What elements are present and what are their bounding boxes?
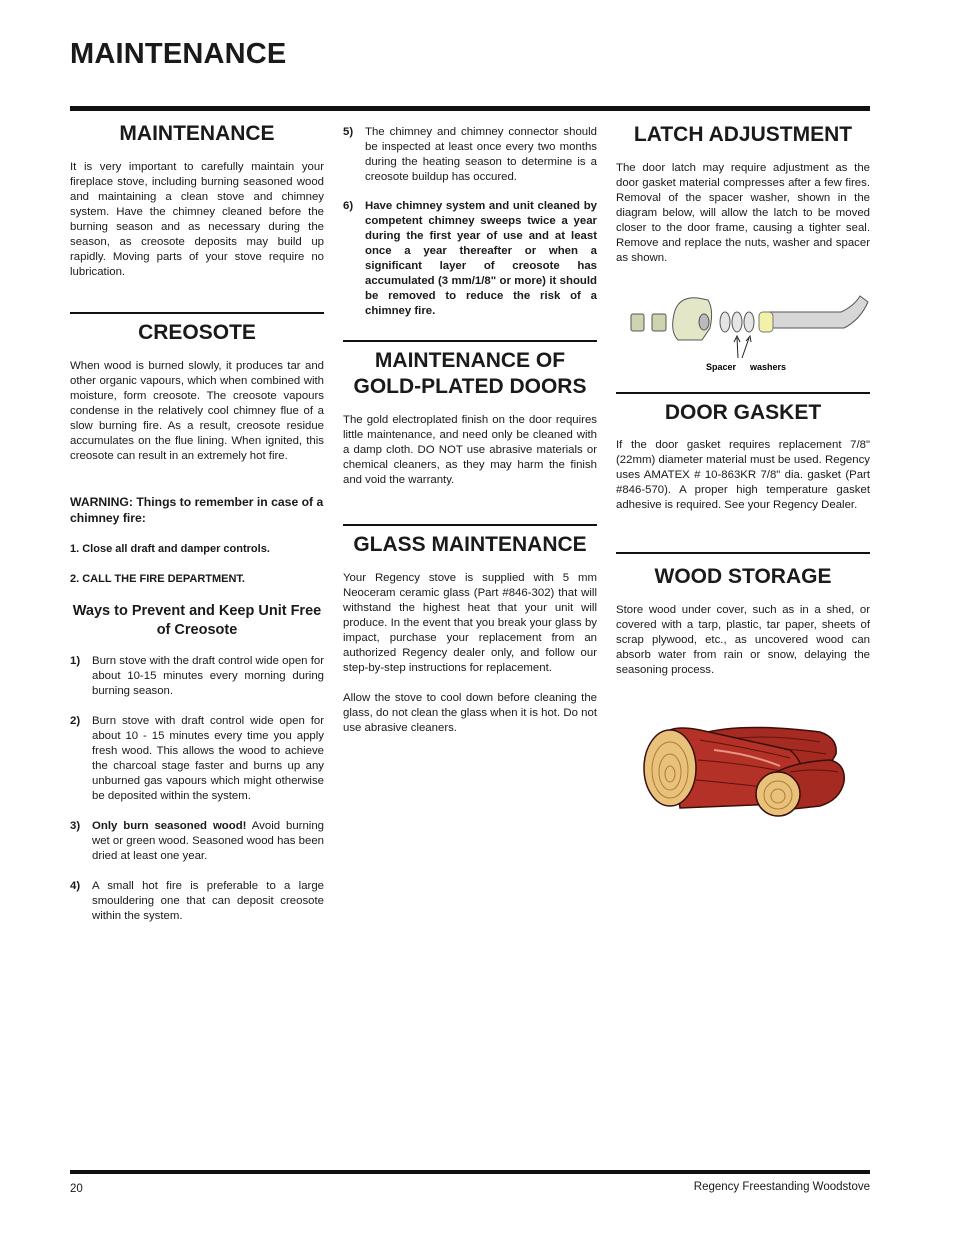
washer-part (720, 312, 730, 332)
creosote-divider (70, 312, 324, 314)
list-item (70, 819, 324, 864)
list-item-text: Avoid burning wet or green wood. Seasoned wood has been dried at least one year. (92, 820, 324, 862)
nut-part (652, 314, 666, 331)
nut-part (631, 314, 644, 331)
wood-storage-body: Store wood under cover, such as in a shed, or covered with a tarp, plastic, tar paper, sheets of scrap plywood, etc., as uncovered wood can absorb water from rain or snow, delaying the seasoning process. (616, 604, 870, 676)
list-item-number: 6) (343, 200, 354, 212)
bottom-divider (70, 1170, 870, 1174)
list-item-text: Burn stove with draft control wide open for about 10 - 15 minutes every time you apply fresh wood. This allows the wood to achieve the charcoal stage faster and burns up any unburned gas vapours which might otherwise be deposited within the system. (92, 715, 324, 802)
creosote-section (70, 320, 324, 346)
latch-section (616, 122, 870, 148)
maintenance-section (70, 121, 324, 147)
latch-body: The door latch may require adjustment as the door gasket material compresses after a few fires. Removal of the spacer washer, shown in the diagram below, will allow the latch to be moved closer to the door frame, causing a tighter seal. Remove and replace the nuts, washer and spacer as shown. (616, 162, 870, 264)
list-item-number: 5) (343, 126, 354, 138)
page-number: 20 (70, 1183, 83, 1195)
fire-step-2: 2. CALL THE FIRE DEPARTMENT. (70, 573, 245, 585)
list-item (70, 654, 324, 699)
fire-step-1: 1. Close all draft and damper controls. (70, 543, 270, 555)
list-item-text: A small hot fire is preferable to a large smouldering one that can deposit creosote within the system. (92, 880, 324, 922)
list-item (343, 199, 597, 319)
maintenance-body: It is very important to carefully maintain your fireplace stove, including burning seasoned wood and maintaining a clean stove and chimney system. Have the chimney cleaned before the burning season and as necessary during the season, as creosote deposits may build up rapidly. Moving parts of your stove require no lubrication. (70, 161, 324, 278)
list-item-text: Have chimney system and unit cleaned by competent chimney sweeps twice a year during the first year of use and at least once a year thereafter or when a significant layer of creosote has accumulated (3 mm/1/8" or more) it should be removed to reduce the risk of a chimney fire. (365, 200, 597, 317)
list-item (70, 714, 324, 804)
gold-doors-body: The gold electroplated finish on the door requires little maintenance, and need only be cleaned with a damp cloth. DO NOT use abrasive materials or chemical cleaners, as they may harm the finish and void the warranty. (343, 414, 597, 486)
door-gasket-section (616, 400, 870, 426)
footer-title: Regency Freestanding Woodstove (693, 1181, 870, 1193)
list-item-text: The chimney and chimney connector should be inspected at least once every two months during the heating season to determine is a creosote buildup has occured. (365, 126, 597, 183)
glass-section (343, 532, 597, 558)
latch-diagram (616, 290, 870, 376)
creosote-heading: CREOSOTE (138, 321, 256, 344)
chimney-fire-warning: WARNING: Things to remember in case of a chimney fire: (70, 495, 324, 525)
door-gasket-divider (616, 392, 870, 394)
glass-body-2: Allow the stove to cool down before cleaning the glass, do not clean the glass when it is hot. Do not use abrasive cleaners. (343, 692, 597, 734)
spacer-label: Spacer (706, 362, 737, 372)
top-divider (70, 106, 870, 111)
washer-part (732, 312, 742, 332)
creosote-body: When wood is burned slowly, it produces tar and other organic vapours, which when combined with moisture, form creosote. The creosote vapours condense in the relatively cool chimney flue of a slow burning fire. As a result, creosote residue accumulates on the flue lining. When ignited, this creosote can result in an extremely hot fire. (70, 360, 324, 462)
gold-doors-heading-line2: GOLD-PLATED DOORS (353, 375, 587, 398)
gold-doors-section (343, 348, 597, 400)
list-item-text: Burn stove with the draft control wide open for about 10-15 minutes every morning during burning season. (92, 655, 324, 697)
firewood-illustration (640, 720, 846, 820)
washer-part (744, 312, 754, 332)
maintenance-heading: MAINTENANCE (119, 122, 275, 145)
gold-doors-heading-line1: MAINTENANCE OF (374, 349, 566, 372)
glass-divider (343, 524, 597, 526)
wood-storage-divider (616, 552, 870, 554)
list-item (343, 125, 597, 185)
gold-doors-divider (343, 340, 597, 342)
washers-label: washers (750, 362, 787, 372)
wood-storage-section (616, 564, 870, 590)
glass-body-1: Your Regency stove is supplied with 5 mm Neoceram ceramic glass (Part #846-302) that will withstand the highest heat that your unit will produce. In the event that you break your glass by impact, purchase your replacement from an authorized Regency dealer only, and follow our step-by-step instructions for replacement. (343, 572, 597, 674)
latch-heading: LATCH ADJUSTMENT (633, 123, 853, 146)
glass-heading: GLASS MAINTENANCE (353, 533, 587, 556)
list-item-lead: Only burn seasoned wood! (92, 820, 247, 832)
page-title: MAINTENANCE (70, 38, 287, 70)
wood-storage-heading: WOOD STORAGE (654, 565, 832, 588)
latch-shaft (766, 296, 868, 328)
door-gasket-heading: DOOR GASKET (664, 401, 822, 424)
door-gasket-body: If the door gasket requires replacement 7/8" (22mm) diameter material must be used. Regency uses AMATEX # 10-863KR 7/8" dia. gasket (Part #846-570). A proper high temperature gasket adhesive is required. See your Regency Dealer. (616, 439, 870, 511)
spacer-part (759, 312, 773, 332)
list-item-number: 1) (70, 655, 81, 667)
list-item-number: 4) (70, 880, 81, 892)
list-item-number: 3) (70, 820, 81, 832)
prevent-creosote-subheading: Ways to Prevent and Keep Unit Free of Creosote (72, 603, 322, 638)
list-item (70, 879, 324, 924)
list-item-number: 2) (70, 715, 81, 727)
